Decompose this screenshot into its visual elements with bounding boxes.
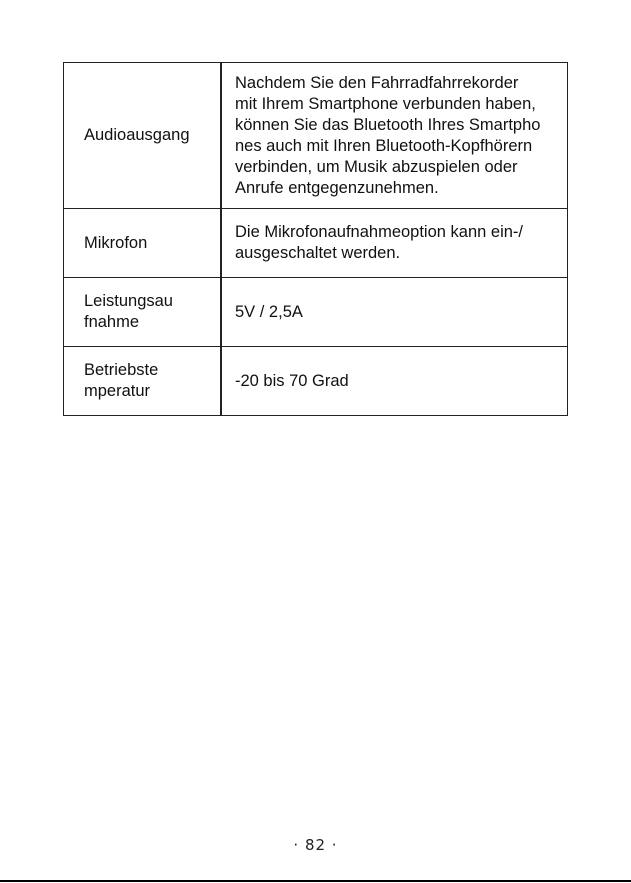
table-row bbox=[64, 278, 568, 347]
row-value-cell bbox=[221, 347, 568, 416]
table-row bbox=[64, 347, 568, 416]
row-label-cell bbox=[64, 347, 222, 416]
table-row bbox=[64, 63, 568, 209]
row-label: Leistungsau fnahme bbox=[84, 292, 173, 331]
table-row bbox=[64, 209, 568, 278]
row-label: Audioausgang bbox=[84, 126, 190, 144]
row-value-cell bbox=[221, 278, 568, 347]
row-value: Nachdem Sie den Fahrradfahrrekorder mit Ihrem Smartphone verbunden haben, können Sie das Bluetooth Ihres Smartpho nes auch mit Ihren Bluetooth-Kopfhörern verbinden, um Musik abzuspielen oder Anrufe entgegenzunehmen. bbox=[235, 73, 541, 197]
row-label-cell bbox=[64, 209, 222, 278]
spec-table bbox=[63, 62, 568, 416]
row-label: Betriebste mperatur bbox=[84, 361, 159, 400]
row-label: Mikrofon bbox=[84, 233, 148, 252]
row-label-cell bbox=[64, 278, 222, 347]
row-value-cell bbox=[221, 63, 568, 209]
row-value: 5V / 2,5A bbox=[235, 302, 303, 321]
row-value: Die Mikrofonaufnahmeoption kann ein-/ ausgeschaltet werden. bbox=[235, 223, 524, 262]
page-number: · 82 · bbox=[293, 836, 338, 854]
row-label-cell bbox=[64, 63, 222, 209]
row-value-cell bbox=[221, 209, 568, 278]
bottom-rule bbox=[0, 880, 631, 882]
row-value: -20 bis 70 Grad bbox=[235, 371, 349, 390]
